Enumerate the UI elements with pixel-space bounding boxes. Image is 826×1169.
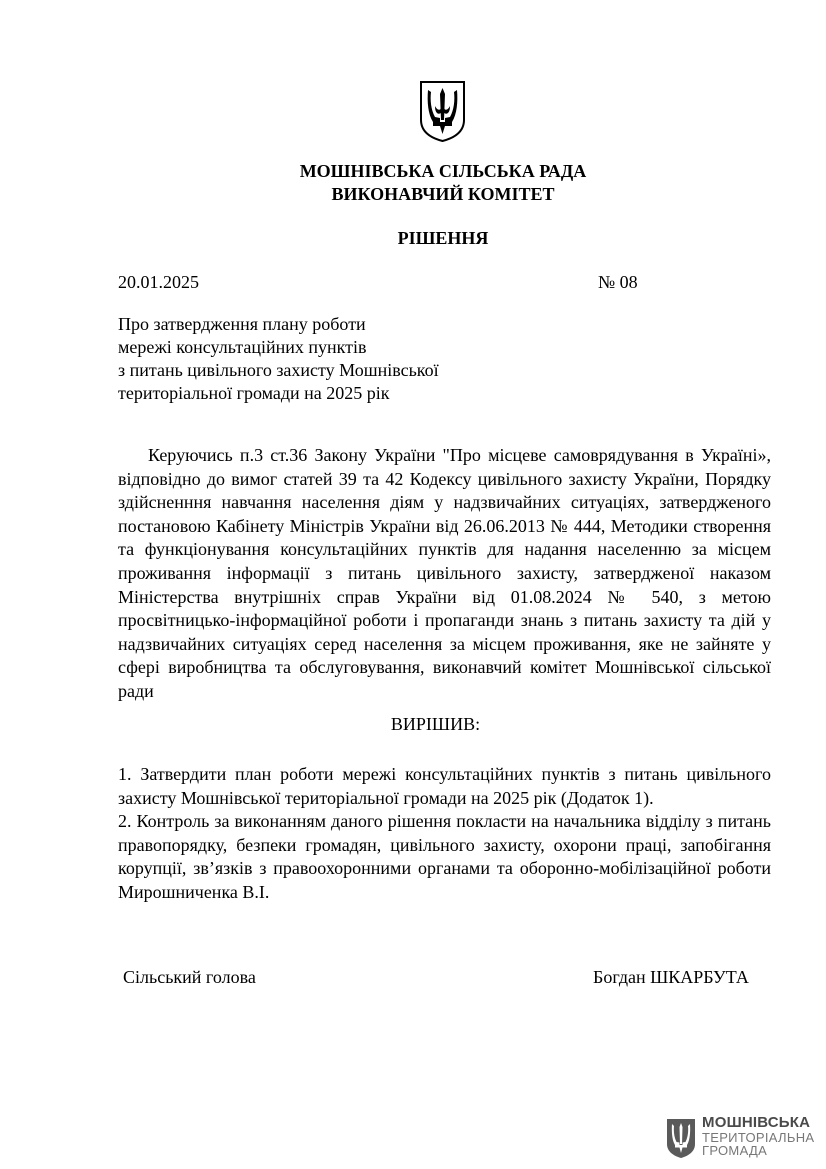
- resolution-point: 2. Контроль за виконанням даного рішення покласти на начальника відділу з питань правопорядку, безпеки громадян, цивільного захисту, охорони праці, запобігання корупції, зв’язків з правоохоронними органами та оборонно-мобілізаційної роботи Мирошниченка В.І.: [118, 811, 771, 902]
- org-subdivision: ВИКОНАВЧИЙ КОМІТЕТ: [331, 184, 555, 204]
- org-name: МОШНІВСЬКА СІЛЬСЬКА РАДА: [299, 161, 587, 181]
- trident-icon: [666, 1118, 696, 1158]
- document-number: № 08: [598, 272, 638, 292]
- community-watermark: [666, 1115, 816, 1161]
- preamble-text: Керуючись п.3 ст.36 Закону України "Про місцеве самоврядування в Україні», відповідно до вимог статей 39 та 42 Кодексу цивільного захисту України, Порядку здійсненння навчання населення діям у надзвичайних ситуаціях, затвердженого постановою Кабінету Міністрів України від 26.06.2013 № 444, Методики створення та функціонування консультаційних пунктів для надання населенню за місцем проживання інформації з питань цивільного захисту, затвердженої наказом Міністерства внутрішніх справ України від 01.08.2024 № 540, з метою просвітницько-інформаційної роботи і пропаганди знань з питань захисту та дій у надзвичайних ситуаціях серед населення за місцем проживання, яке не зайняте у сфері виробництва та обслуговування, виконавчий комітет Мошнівської сільської ради: [118, 445, 771, 701]
- subject-line: територіальної громади на 2025 рік: [118, 383, 390, 403]
- trident-icon: [418, 80, 467, 142]
- watermark-line: ГРОМАДА: [702, 1143, 768, 1158]
- signatory-name: Богдан ШКАРБУТА: [593, 967, 749, 987]
- subject-line: Про затвердження плану роботи: [118, 314, 366, 334]
- watermark-line: МОШНІВСЬКА: [702, 1114, 811, 1131]
- document-subject: [118, 313, 439, 405]
- signatory-title: Сільський голова: [123, 967, 256, 987]
- subject-line: мережі консультаційних пунктів: [118, 337, 367, 357]
- document-date: 20.01.2025: [118, 272, 199, 292]
- resolve-heading: ВИРІШИВ:: [390, 714, 481, 734]
- document-type: РІШЕННЯ: [397, 228, 489, 248]
- subject-line: з питань цивільного захисту Мошнівської: [118, 360, 439, 380]
- resolution-points: [118, 763, 771, 905]
- preamble: [118, 444, 771, 704]
- resolution-point: 1. Затвердити план роботи мережі консультаційних пунктів з питань цивільного захисту Мошнівської територіальної громади на 2025 рік (Додаток 1).: [118, 764, 771, 808]
- watermark-text: [702, 1115, 814, 1157]
- watermark-line: ТЕРИТОРІАЛЬНА: [702, 1130, 815, 1145]
